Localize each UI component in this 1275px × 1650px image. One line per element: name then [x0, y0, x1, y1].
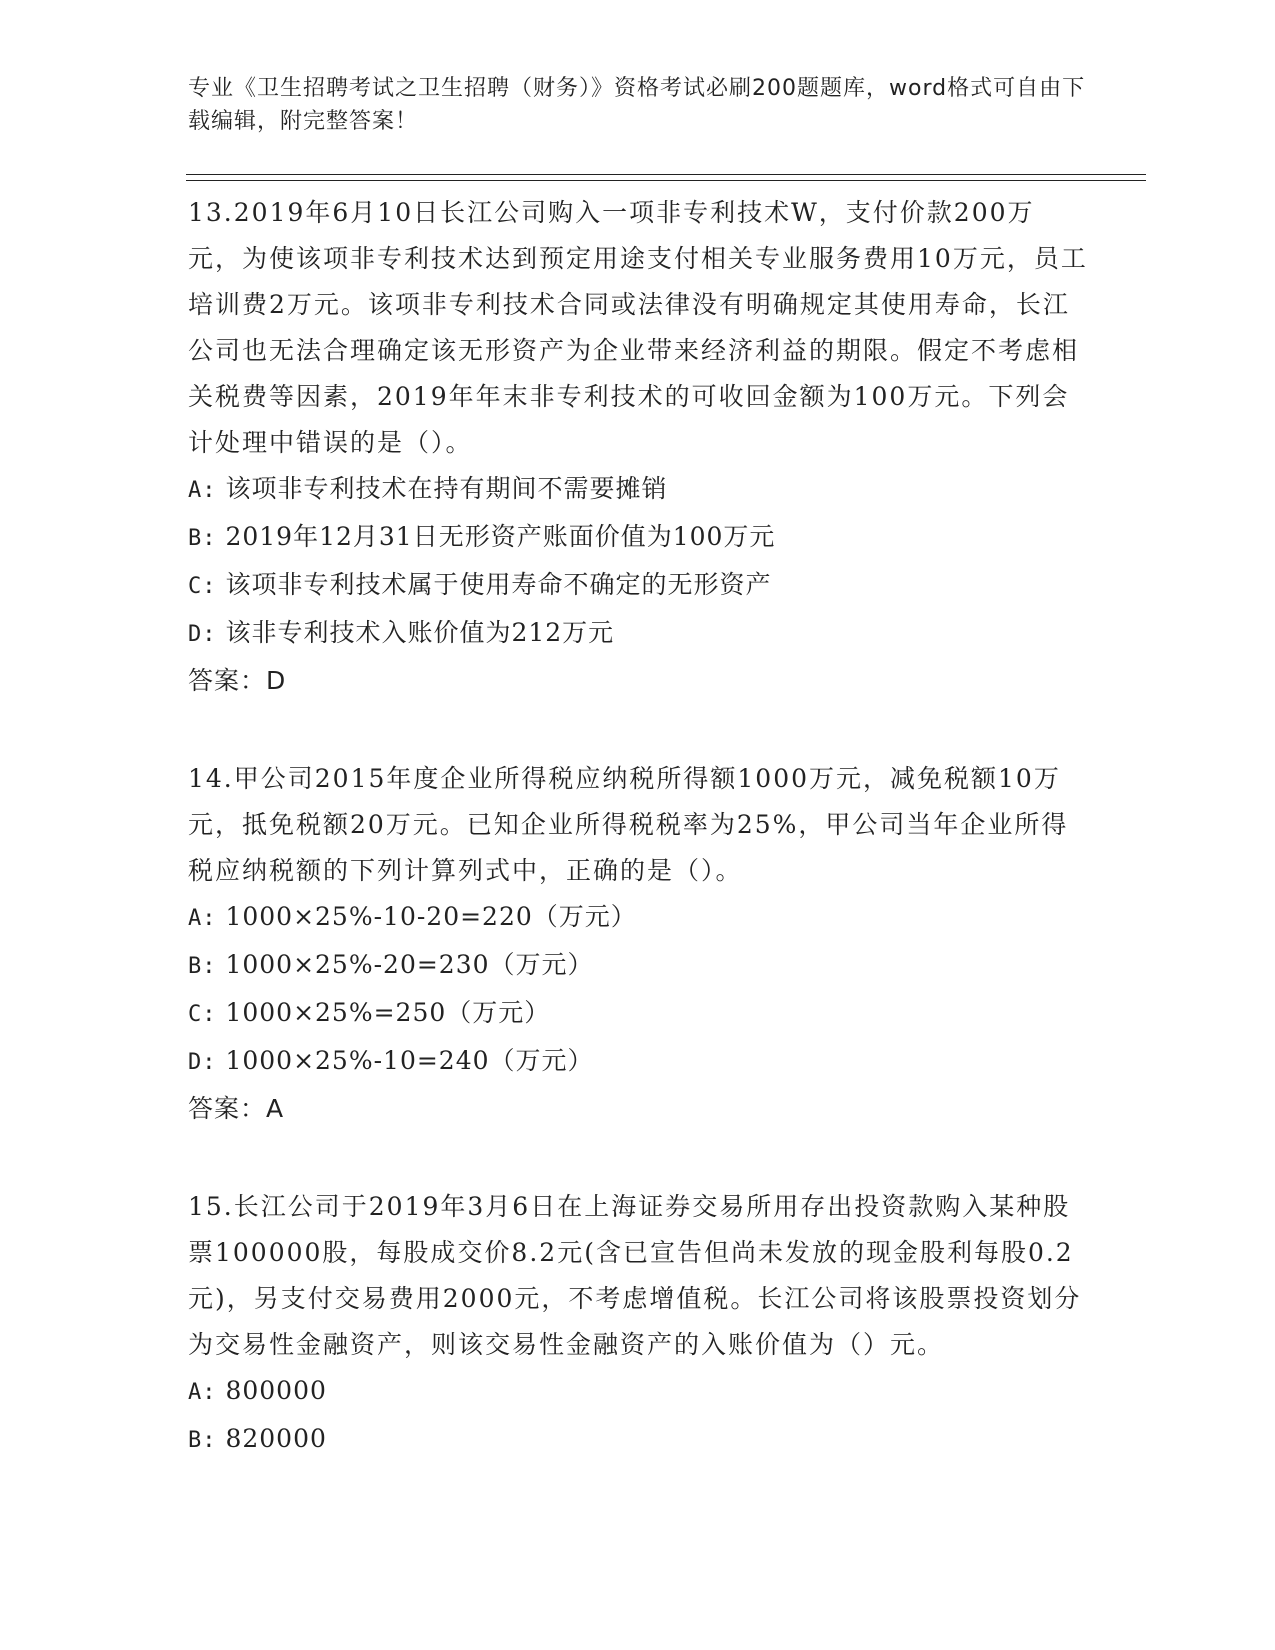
option-c[interactable]: [188, 990, 1088, 1038]
header-divider-bottom: [186, 180, 1146, 181]
question-text: 15.长江公司于2019年3月6日在上海证券交易所用存出投资款购入某种股票100000股，每股成交价8.2元(含已宣告但尚未发放的现金股利每股0.2元)，另支付交易费用2000元，不考虑增值税。长江公司将该股票投资划分为交易性金融资产，则该交易性金融资产的入账价值为（）元。: [188, 1192, 1082, 1359]
header-divider-top: [186, 174, 1146, 175]
question-text: 13.2019年6月10日长江公司购入一项非专利技术W，支付价款200万元，为使该项非专利技术达到预定用途支付相关专业服务费用10万元，员工培训费2万元。该项非专利技术合同或法律没有明确规定其使用寿命，长江公司也无法合理确定该无形资产为企业带来经济利益的期限。假定不考虑相关税费等因素，2019年年末非专利技术的可收回金额为100万元。下列会计处理中错误的是（）。: [188, 198, 1088, 457]
option-text: 1000×25%-10=240（万元）: [225, 1046, 594, 1075]
option-label: A:: [188, 1380, 217, 1405]
question-15: [188, 1184, 1088, 1464]
option-label: D:: [188, 1050, 217, 1075]
option-label: C:: [188, 574, 217, 599]
option-text: 该项非专利技术在持有期间不需要摊销: [225, 474, 668, 503]
option-b[interactable]: [188, 514, 1088, 562]
answer-text: 答案：A: [188, 1094, 285, 1123]
option-text: 2019年12月31日无形资产账面价值为100万元: [225, 522, 776, 551]
option-c[interactable]: [188, 562, 1088, 610]
option-text: 1000×25%=250（万元）: [225, 998, 551, 1027]
option-a[interactable]: [188, 1368, 1088, 1416]
option-a[interactable]: [188, 894, 1088, 942]
option-d[interactable]: [188, 610, 1088, 658]
option-a[interactable]: [188, 466, 1088, 514]
option-label: B:: [188, 1428, 217, 1453]
option-label: D:: [188, 622, 217, 647]
option-b[interactable]: [188, 1416, 1088, 1464]
question-13: [188, 190, 1088, 704]
option-label: A:: [188, 478, 217, 503]
question-text: 14.甲公司2015年度企业所得税应纳税所得额1000万元，减免税额10万元，抵免税额20万元。已知企业所得税税率为25%，甲公司当年企业所得税应纳税额的下列计算列式中，正确的是（）。: [188, 764, 1069, 885]
question-list: [188, 190, 1088, 1516]
option-label: A:: [188, 906, 217, 931]
option-text: 该项非专利技术属于使用寿命不确定的无形资产: [225, 570, 772, 599]
option-text: 800000: [225, 1376, 327, 1405]
option-label: B:: [188, 954, 217, 979]
option-text: 1000×25%-10-20=220（万元）: [225, 902, 637, 931]
answer-text: 答案：D: [188, 666, 287, 695]
option-label: C:: [188, 1002, 217, 1027]
question-14: [188, 756, 1088, 1132]
option-text: 820000: [225, 1424, 327, 1453]
option-b[interactable]: [188, 942, 1088, 990]
option-text: 1000×25%-20=230（万元）: [225, 950, 594, 979]
option-d[interactable]: [188, 1038, 1088, 1086]
page-header-title: 专业《卫生招聘考试之卫生招聘（财务）》资格考试必刷200题题库，word格式可自由下载编辑，附完整答案！: [188, 76, 1086, 134]
option-text: 该非专利技术入账价值为212万元: [225, 618, 615, 647]
option-label: B:: [188, 526, 217, 551]
